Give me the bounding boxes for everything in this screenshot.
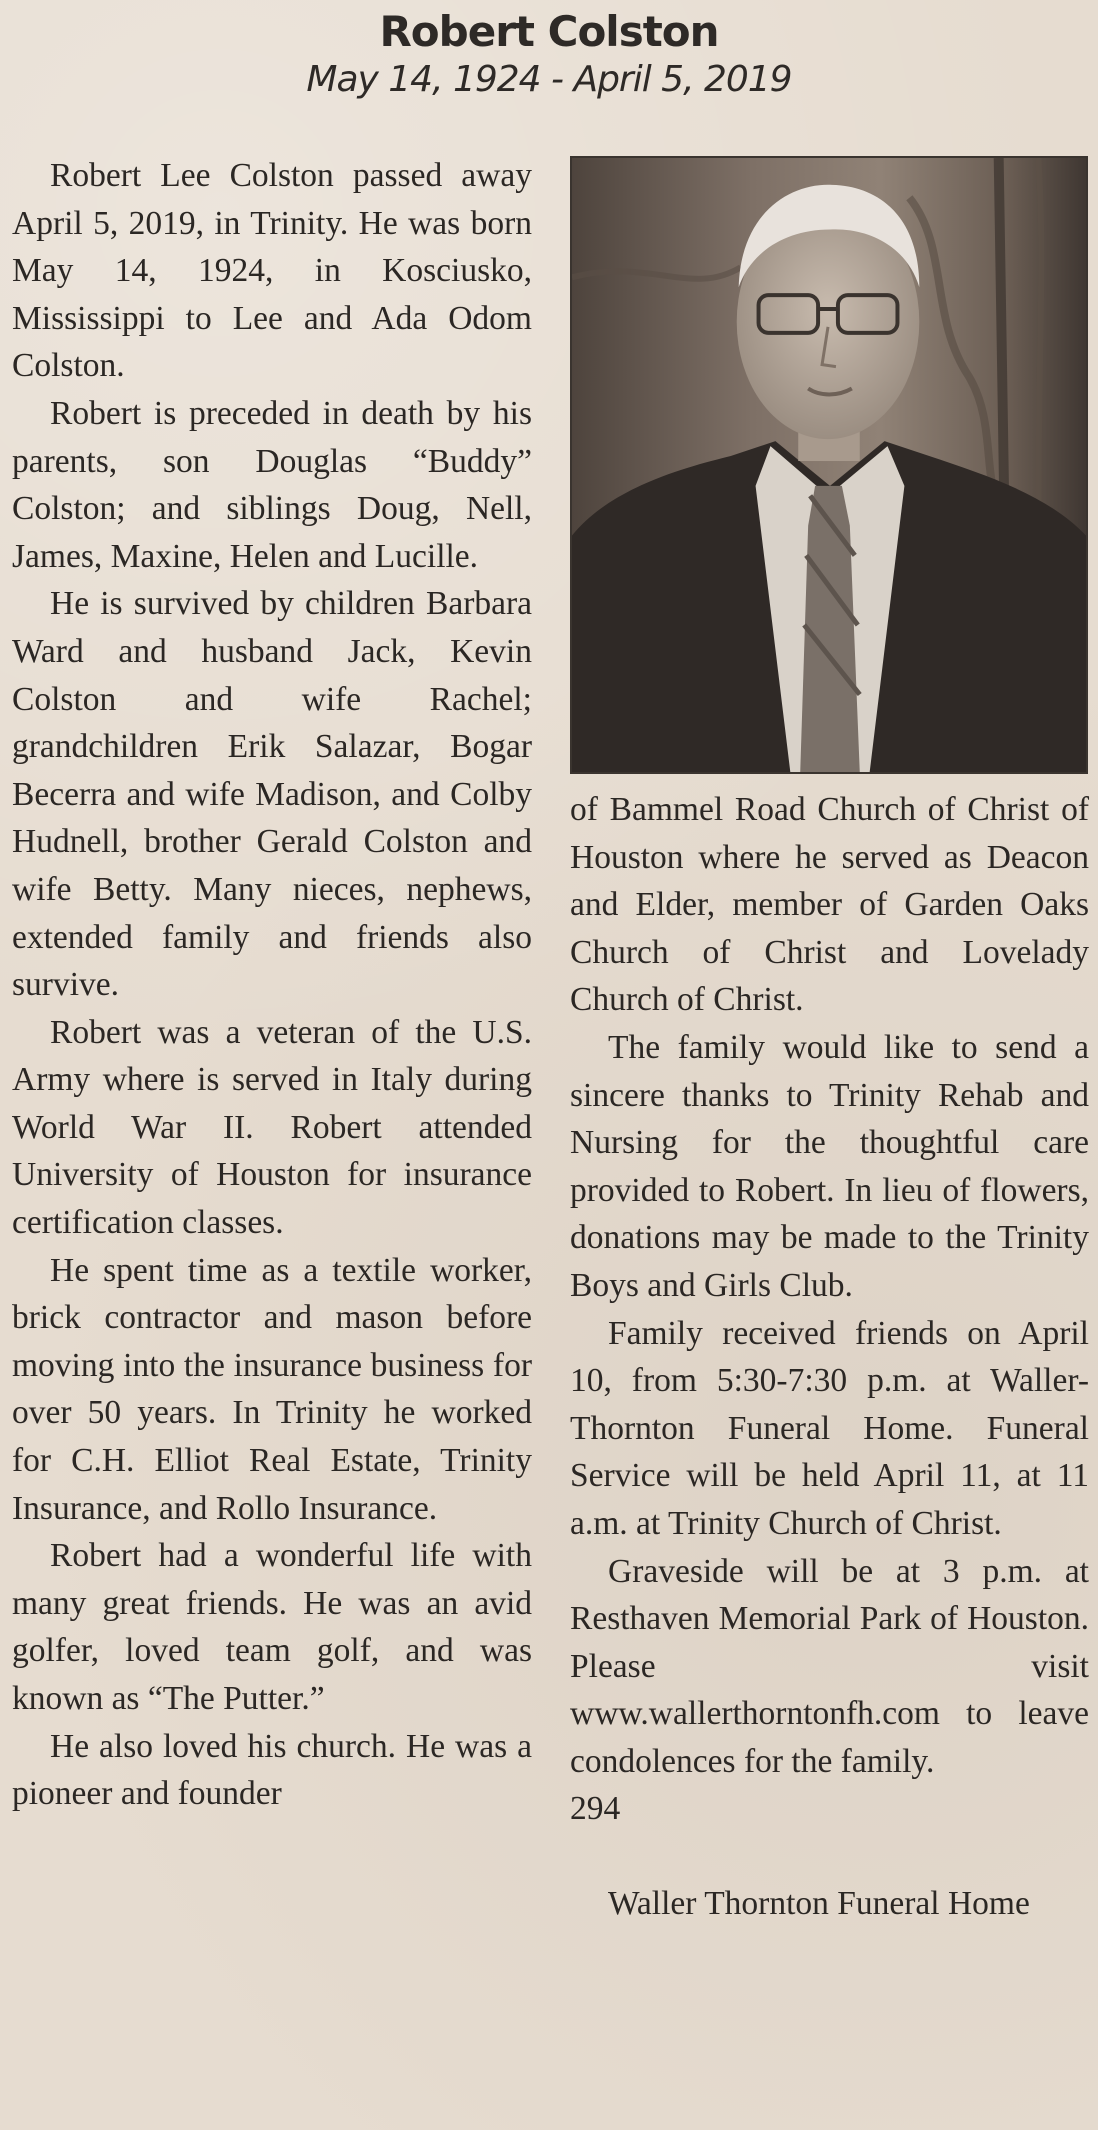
paragraph-thanks: The family would like to send a sincere thanks to Trinity Rehab and Nursing for the thoughtful care provided to Robert. In lieu of flowers, donations may be made to the Trinity Boys and Girls Club. — [570, 1028, 1089, 1304]
obituary-header — [0, 8, 1098, 102]
right-text-column — [570, 786, 1089, 1928]
paragraph-career: He spent time as a textile worker, brick contractor and mason before moving into the insurance business for over 50 years. In Trinity he worked for C.H. Elliot Real Estate, Trinity Insurance, and Rollo Insurance. — [12, 1251, 532, 1527]
funeral-home-signature: Waller Thornton Funeral Home — [608, 1885, 1030, 1923]
paragraph-death-birth: Robert Lee Colston passed away April 5, 2019, in Trinity. He was born May 14, 1924, in Kosciusko, Mississippi to Lee and Ada Odom Colston. — [12, 157, 532, 385]
obituary-name: Robert Colston — [379, 7, 719, 56]
clipping-code: 294 — [570, 1790, 621, 1828]
paragraph-church: He also loved his church. He was a pioneer and founder — [12, 1727, 532, 1813]
paragraph-golf: Robert had a wonderful life with many great friends. He was an avid golfer, loved team golf, and was known as “The Putter.” — [12, 1537, 532, 1717]
paragraph-visitation: Family received friends on April 10, from 5:30-7:30 p.m. at Waller-Thornton Funeral Home. Funeral Service will be held April 11, at 11 a.m. at Trinity Church of Christ. — [570, 1314, 1089, 1542]
paragraph-graveside: Graveside will be at 3 p.m. at Resthaven Memorial Park of Houston. Please visit www.wallerthorntonfh.com to leave condolences for the family. — [570, 1552, 1089, 1780]
obituary-dates: May 14, 1924 - April 5, 2019 — [306, 59, 792, 100]
portrait-photo-icon — [572, 158, 1086, 772]
paragraph-survived: He is survived by children Barbara Ward and husband Jack, Kevin Colston and wife Rachel; grandchildren Erik Salazar, Bogar Becerra and wife Madison, and Colby Hudnell, brother Gerald Colston and wife Betty. Many nieces, nephews, extended family and friends also survive. — [12, 585, 532, 1004]
paragraph-veteran: Robert was a veteran of the U.S. Army where is served in Italy during World War II. Robert attended University of Houston for insurance certification classes. — [12, 1013, 532, 1242]
portrait-photo — [570, 156, 1088, 774]
left-text-column — [12, 152, 532, 1818]
paragraph-church-continued: of Bammel Road Church of Christ of Houston where he served as Deacon and Elder, member of Garden Oaks Church of Christ and Lovelady Church of Christ. — [570, 791, 1089, 1019]
paragraph-preceded: Robert is preceded in death by his parents, son Douglas “Buddy” Colston; and siblings Doug, Nell, James, Maxine, Helen and Lucille. — [12, 394, 532, 575]
